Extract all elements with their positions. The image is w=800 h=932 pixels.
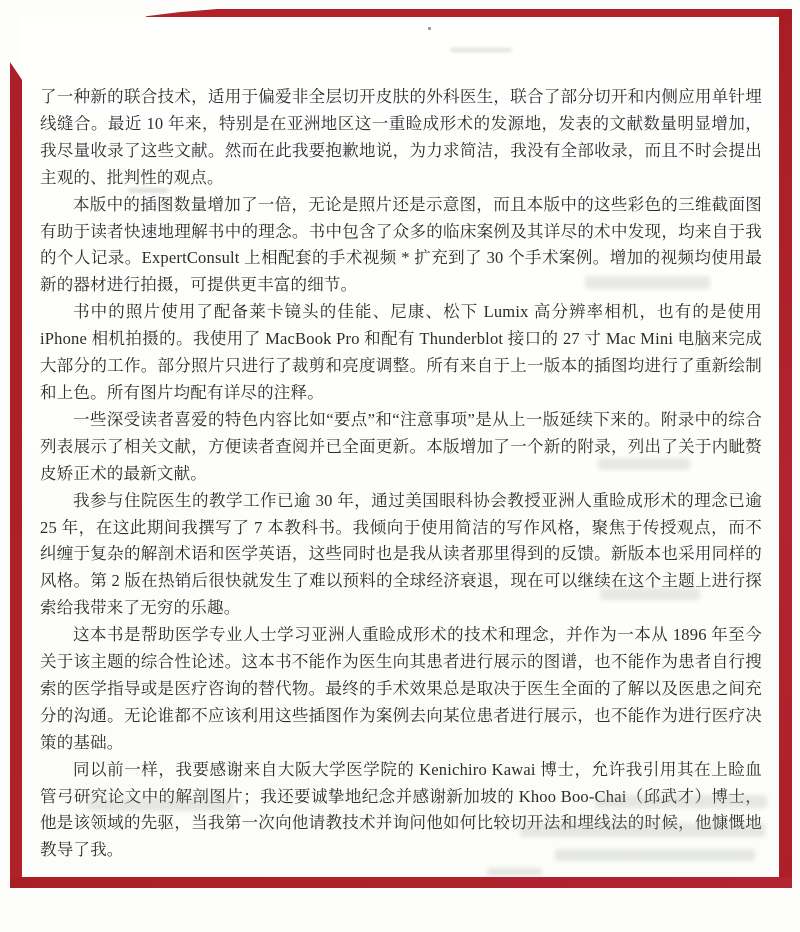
preface-paragraph: 我参与住院医生的教学工作已逾 30 年，通过美国眼科协会教授亚洲人重睑成形术的理念已逾 25 年，在这此期间我撰写了 7 本教科书。我倾向于使用简洁的写作风格，聚焦于传授观点，而不纠缠于复杂的解剖术语和医学英语，这些同时也是我从读者那里得到的反馈。新版本也采用同样的风格。第 2 版在热销后很快就发生了难以预料的全球经济衰退，现在可以继续在这个主题上进行探索给我带来了无穷的乐趣。	[40, 490, 762, 618]
book-cover-edge-bottom	[10, 877, 792, 888]
book-cover-edge-right	[779, 9, 792, 888]
preface-paragraph: 这本书是帮助医学专业人士学习亚洲人重睑成形术的技术和理念，并作为一本从 1896 年至今关于该主题的综合性论述。这本书不能作为医生向其患者进行展示的图谱，也不能作为患者自行搜索的医学指导或是医疗咨询的替代物。最终的手术效果总是取决于医生全面的了解以及医患之间充分的沟通。无论谁都不应该利用这些插图作为案例去向某位患者进行展示，也不能作为进行医疗决策的基础。	[40, 625, 762, 752]
scan-speck	[428, 27, 431, 30]
book-cover-edge-top	[146, 9, 792, 17]
scan-streak	[128, 188, 168, 193]
page-bleed-through	[600, 588, 700, 600]
page-bleed-through	[598, 458, 690, 470]
scan-streak	[450, 48, 512, 52]
preface-paragraph: 了一种新的联合技术，适用于偏爱非全层切开皮肤的外科医生，联合了部分切开和内侧应用单针埋线缝合。最近 10 年来，特别是在亚洲地区这一重睑成形术的发源地，发表的文献数量明显增加，我尽量收录了这些文献。然而在此我要抱歉地说，为力求简洁，我没有全部收录，而且不时会提出主观的、批判性的观点。	[40, 87, 762, 187]
page-bleed-through	[555, 849, 755, 861]
preface-text	[40, 84, 762, 864]
preface-paragraph: 一些深受读者喜爱的特色内容比如“要点”和“注意事项”是从上一版延续下来的。附录中的综合列表展示了相关文献，方便读者查阅并已全面更新。本版增加了一个新的附录，列出了关于内眦赘皮矫正术的最新文献。	[40, 409, 762, 483]
page-bleed-through	[88, 798, 233, 811]
page-bleed-through	[520, 823, 765, 837]
book-cover-edge-left	[10, 62, 22, 877]
page-bleed-through	[585, 276, 710, 289]
page-bleed-through	[487, 868, 542, 876]
preface-paragraph: 本版中的插图数量增加了一倍，无论是照片还是示意图，而且本版中的这些彩色的三维截面图有助于读者快速地理解书中的理念。书中包含了众多的临床案例及其详尽的术中发现，均来自于我的个人记录。ExpertConsult 上相配套的手术视频 * 扩充到了 30 个手术案例。增加的视频均使用最新的器材进行拍摄，可提供更丰富的细节。	[40, 194, 762, 295]
preface-paragraph: 同以前一样，我要感谢来自大阪大学医学院的 Kenichiro Kawai 博士，允许我引用其在上睑血管弓研究论文中的解剖图片；我还要诚挚地纪念并感谢新加坡的 Khoo Boo-Chai（邱武才）博士，他是该领域的先驱，当我第一次向他请教技术并询问他如何比较切开法和埋线法的时候，他慷慨地教导了我。	[40, 759, 762, 860]
preface-paragraph: 书中的照片使用了配备莱卡镜头的佳能、尼康、松下 Lumix 高分辨率相机，也有的是使用 iPhone 相机拍摄的。我使用了 MacBook Pro 和配有 Thunderblot 接口的 27 寸 Mac Mini 电脑来完成大部分的工作。部分照片只进行了裁剪和亮度调整。所有来自于上一版本的插图均进行了重新绘制和上色。所有图片均配有详尽的注释。	[40, 302, 762, 402]
page-bleed-through	[595, 795, 767, 808]
